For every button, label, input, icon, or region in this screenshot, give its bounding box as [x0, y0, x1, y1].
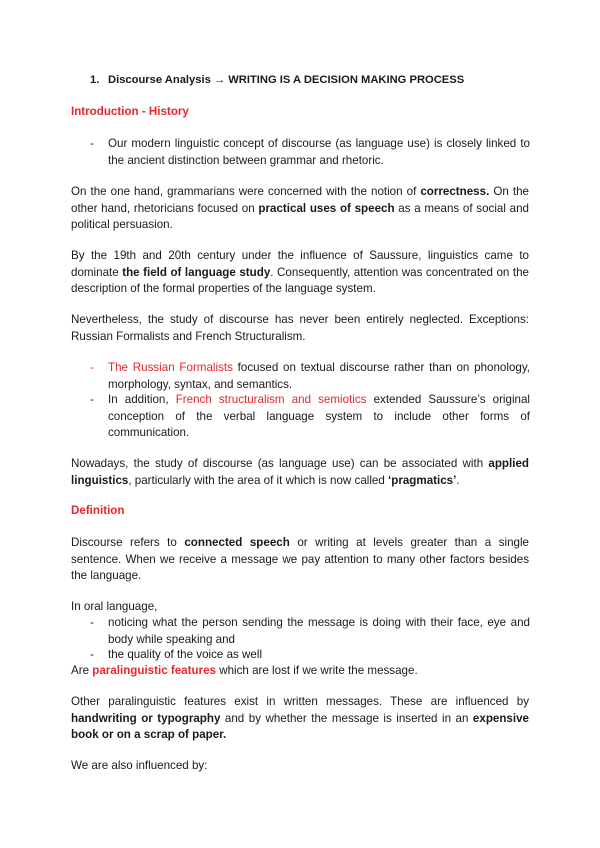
bullet-dash: - — [90, 393, 94, 406]
text-run: or writing at levels greater than a single sentence. When we receive a message we pay attention to many other factors besides the language. — [71, 536, 529, 582]
paragraph-definition — [71, 535, 529, 585]
paragraph-pragmatics — [71, 456, 529, 489]
text-run: By the 19th and 20th century under the influence of Saussure, linguistics came to dominate — [71, 249, 529, 279]
bullet-dash: - — [90, 616, 94, 629]
oral-bullet-text: noticing what the person sending the message is doing with their face, eye and body while speaking and — [108, 616, 530, 646]
bullet-dash: - — [90, 361, 94, 374]
text-run: , particularly with the area of it which is now called — [128, 473, 389, 487]
text-run: Are — [71, 664, 93, 677]
text-run: Other paralinguistic features exist in written messages. These are influenced by — [71, 695, 529, 708]
paragraph-saussure — [71, 248, 529, 298]
bold-connected-speech: connected speech — [184, 536, 290, 549]
text-run: On the other hand, rhetoricians focused on — [71, 185, 529, 215]
text-run: as a means of social and political persuasion. — [71, 201, 529, 231]
text-run: Discourse refers to — [71, 536, 185, 549]
bold-practical-uses: practical uses of speech — [258, 201, 395, 215]
bold-pragmatics: ‘pragmatics’ — [388, 473, 457, 487]
text-run: focused on textual discourse rather than on phonology, morphology, syntax, and semantics. — [108, 361, 530, 391]
bullet-dash: - — [90, 137, 94, 150]
paragraph-written-messages — [71, 694, 529, 744]
oral-language-intro: In oral language, — [71, 600, 158, 613]
intro-bullet-text: Our modern linguistic concept of discourse (as language use) is closely linked to the ancient distinction between grammar and rhetoric. — [108, 137, 530, 167]
bold-applied-linguistics: applied linguistics — [71, 457, 529, 487]
intro-bullet — [90, 136, 530, 169]
definition-heading: Definition — [71, 504, 125, 517]
bullet-dash: - — [90, 648, 94, 661]
oral-bullet-face — [90, 615, 530, 648]
red-russian-formalists: The Russian Formalists — [108, 361, 233, 374]
text-run: and by whether the message is inserted in an — [220, 711, 473, 725]
oral-bullet-text: the quality of the voice as well — [108, 648, 263, 661]
text-run: . — [456, 473, 460, 487]
text-run: extended Saussure’s original conception of the verbal language system to include other forms of communication. — [108, 393, 530, 439]
bold-field-of-study: the field of language study — [122, 265, 271, 279]
text-run: In addition, — [108, 393, 176, 406]
bold-correctness: correctness. — [420, 185, 490, 198]
bullet-russian-formalists — [90, 360, 530, 393]
paragraph-grammar-rhetoric — [71, 184, 529, 234]
red-french-structuralism: French structuralism and semiotics — [175, 393, 367, 406]
section-title — [90, 72, 464, 89]
text-run: On the one hand, grammarians were concerned with the notion of — [71, 185, 421, 198]
section-number: 1. — [90, 74, 100, 86]
oral-bullet-voice — [90, 647, 530, 664]
paragraph-exceptions: Nevertheless, the study of discourse has never been entirely neglected. Exceptions: Russian Formalists and French Structuralism. — [71, 313, 529, 343]
paragraph-influenced-by: We are also influenced by: — [71, 759, 208, 772]
text-run: . Consequently, attention was concentrated on the description of the formal properties of the language system. — [71, 265, 529, 295]
text-run: Nowadays, the study of discourse (as language use) can be associated with — [71, 457, 489, 470]
section-title-text: Discourse Analysis → WRITING IS A DECISION MAKING PROCESS — [108, 74, 465, 86]
bullet-french-structuralism — [90, 392, 530, 442]
bold-handwriting: handwriting or typography — [71, 711, 221, 725]
bold-expensive-book: expensive book or on a scrap of paper. — [71, 711, 529, 741]
red-paralinguistic-features: paralinguistic features — [92, 664, 216, 677]
text-run: which are lost if we write the message. — [215, 664, 418, 677]
intro-heading: Introduction - History — [71, 105, 189, 118]
paragraph-paralinguistic — [71, 663, 529, 680]
